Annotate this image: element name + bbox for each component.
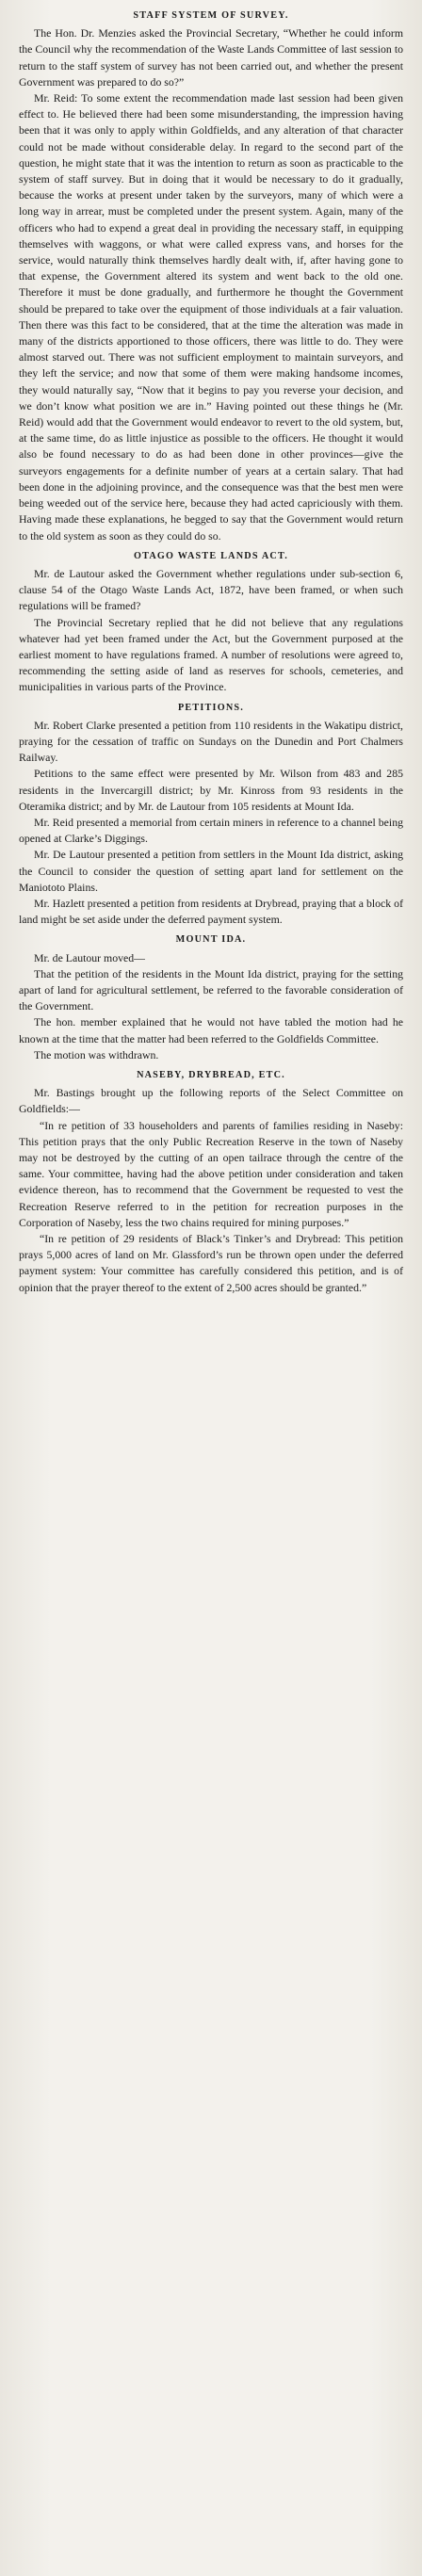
paragraph: “In re petition of 33 householders and parents of families residing in Naseby: This petition prays that the only Public Recreation Reserve in the town of Naseby may not be destroyed by the cutting of an open tailrace through the centre of the same. Your committee, having had the above petition under consideration and taken evidence thereon, has to recommend that the Government be requested to vest the Recreation Reserve referred to in the petition for recreation purposes in the Corporation of Naseby, less the two chains required for mining purposes.”: [19, 1118, 403, 1229]
section-heading: MOUNT IDA.: [175, 934, 247, 946]
paragraph: Mr. De Lautour presented a petition from settlers in the Mount Ida district, asking the Council to consider the question of setting apart land for settlement on the Maniototo Plains.: [19, 848, 403, 894]
paragraph: Mr. de Lautour moved—: [34, 950, 145, 964]
paragraph: Mr. de Lautour asked the Government whether regulations under sub-section 6, clause 54 of the Otago Waste Lands Act, 1872, have been framed, or when such regulations will be framed?: [19, 566, 403, 613]
paragraph: Petitions to the same effect were presented by Mr. Wilson from 483 and 285 residents in the Invercargill district; by Mr. Kinross from 93 residents in the Oteramika district; and by Mr. de Lautour from 105 residents at Mount Ida.: [19, 767, 403, 813]
paragraph: The Hon. Dr. Menzies asked the Provincial Secretary, “Whether he could inform the Council why the recommendation of the Waste Lands Committee of last session to return to the staff system of survey has not been carried out, and whether the present Government was prepared to do so?”: [19, 26, 403, 89]
section-petitions: [19, 700, 403, 929]
paragraph: Mr. Reid: To some extent the recommendation made last session had been given effect to. He believed there had been some misunderstanding, the impression having been that it was only to apply within Goldfields, and any alteration of that character could not be made without considerable delay. In regard to the second part of the question, he might state that it was the intention to return as soon as practicable to the system of staff survey. But in doing that it would be necessary to do it gradually, because the works at present under taken by the surveyors, many of which were a long way in arrear, must be completed under the present system. Again, many of the officers who had to expend a great deal in providing the necessary staff, in equipping themselves with waggons, or what were called express vans, and horses for the service, would naturally think themselves hardly dealt with, if, after having gone to that expense, the Government altered its system and went back to the old one. Therefore it must be done gradually, and furthermore he thought the Government should be prepared to take over the equipment of those individuals at a fair valuation. Then there was this fact to be considered, that at the time the alteration was made in many of the districts apportioned to those officers, there was little to do. They were almost starved out. There was not sufficient employment to maintain surveyors, and they left the service; and now that some of them were making handsome incomes, they would naturally say, “Now that it begins to pay you reverse your decision, and we don’t know what position we are in.” Having pointed out these things he (Mr. Reid) would add that the Government would endeavor to revert to the old system, but, at the same time, do as little injustice as possible to the officers. He thought it would also be found necessary to do as had been done in other provinces—give the surveyors engagements for a definite number of years at a certain salary. That had been done in the adjoining province, and the consequence was that the best men were being weeded out of the service here, because they had acted capriciously with them. Having made these explanations, he begged to say that the Government would return to the old system as soon as they could do so.: [19, 91, 403, 543]
section-staff-system: [19, 8, 403, 544]
paragraph: “In re petition of 29 residents of Black’s Tinker’s and Drybread: This petition prays 5,000 acres of land on Mr. Glassford’s run be thrown open under the deferred payment system: Your committee has carefully considered this petition, and is of opinion that the prayer thereof to the extent of 2,500 acres should be granted.”: [19, 1232, 403, 1294]
paragraph: The hon. member explained that he would not have tabled the motion had he known at the time that the matter had been referred to the Goldfields Committee.: [19, 1015, 403, 1045]
section-heading: NASEBY, DRYBREAD, ETC.: [137, 1070, 285, 1080]
section-heading: OTAGO WASTE LANDS ACT.: [134, 550, 288, 561]
paragraph: That the petition of the residents in the Mount Ida district, praying for the setting apart of land for agricultural settlement, be referred to the favorable consideration of the Government.: [19, 966, 403, 1013]
paragraph: The motion was withdrawn.: [34, 1047, 159, 1061]
section-heading: PETITIONS.: [177, 702, 245, 713]
paragraph: Mr. Hazlett presented a petition from residents at Drybread, praying that a block of land might be set aside under the deferred payment system.: [19, 896, 403, 927]
section-otago-waste-lands: [19, 548, 403, 696]
paragraph: Mr. Reid presented a memorial from certain miners in reference to a channel being opened at Clarke’s Diggings.: [19, 815, 403, 846]
paragraph: Mr. Bastings brought up the following reports of the Select Committee on Goldfields:—: [19, 1086, 403, 1116]
paragraph: The Provincial Secretary replied that he did not believe that any regulations whatever had yet been framed under the Act, but the Government purposed at the earliest moment to have regulations framed. A number of resolutions were agreed to, recommending the setting aside of land as reserves for schools, cemeteries, and municipalities in various parts of the Province.: [19, 615, 403, 694]
section-naseby-drybread: [19, 1067, 403, 1296]
section-mount-ida: [19, 932, 403, 1063]
section-heading: STAFF SYSTEM OF SURVEY.: [133, 10, 289, 21]
paragraph: Mr. Robert Clarke presented a petition from 110 residents in the Wakatipu district, praying for the cessation of traffic on Sundays on the Dunedin and Port Chalmers Railway.: [19, 718, 403, 765]
